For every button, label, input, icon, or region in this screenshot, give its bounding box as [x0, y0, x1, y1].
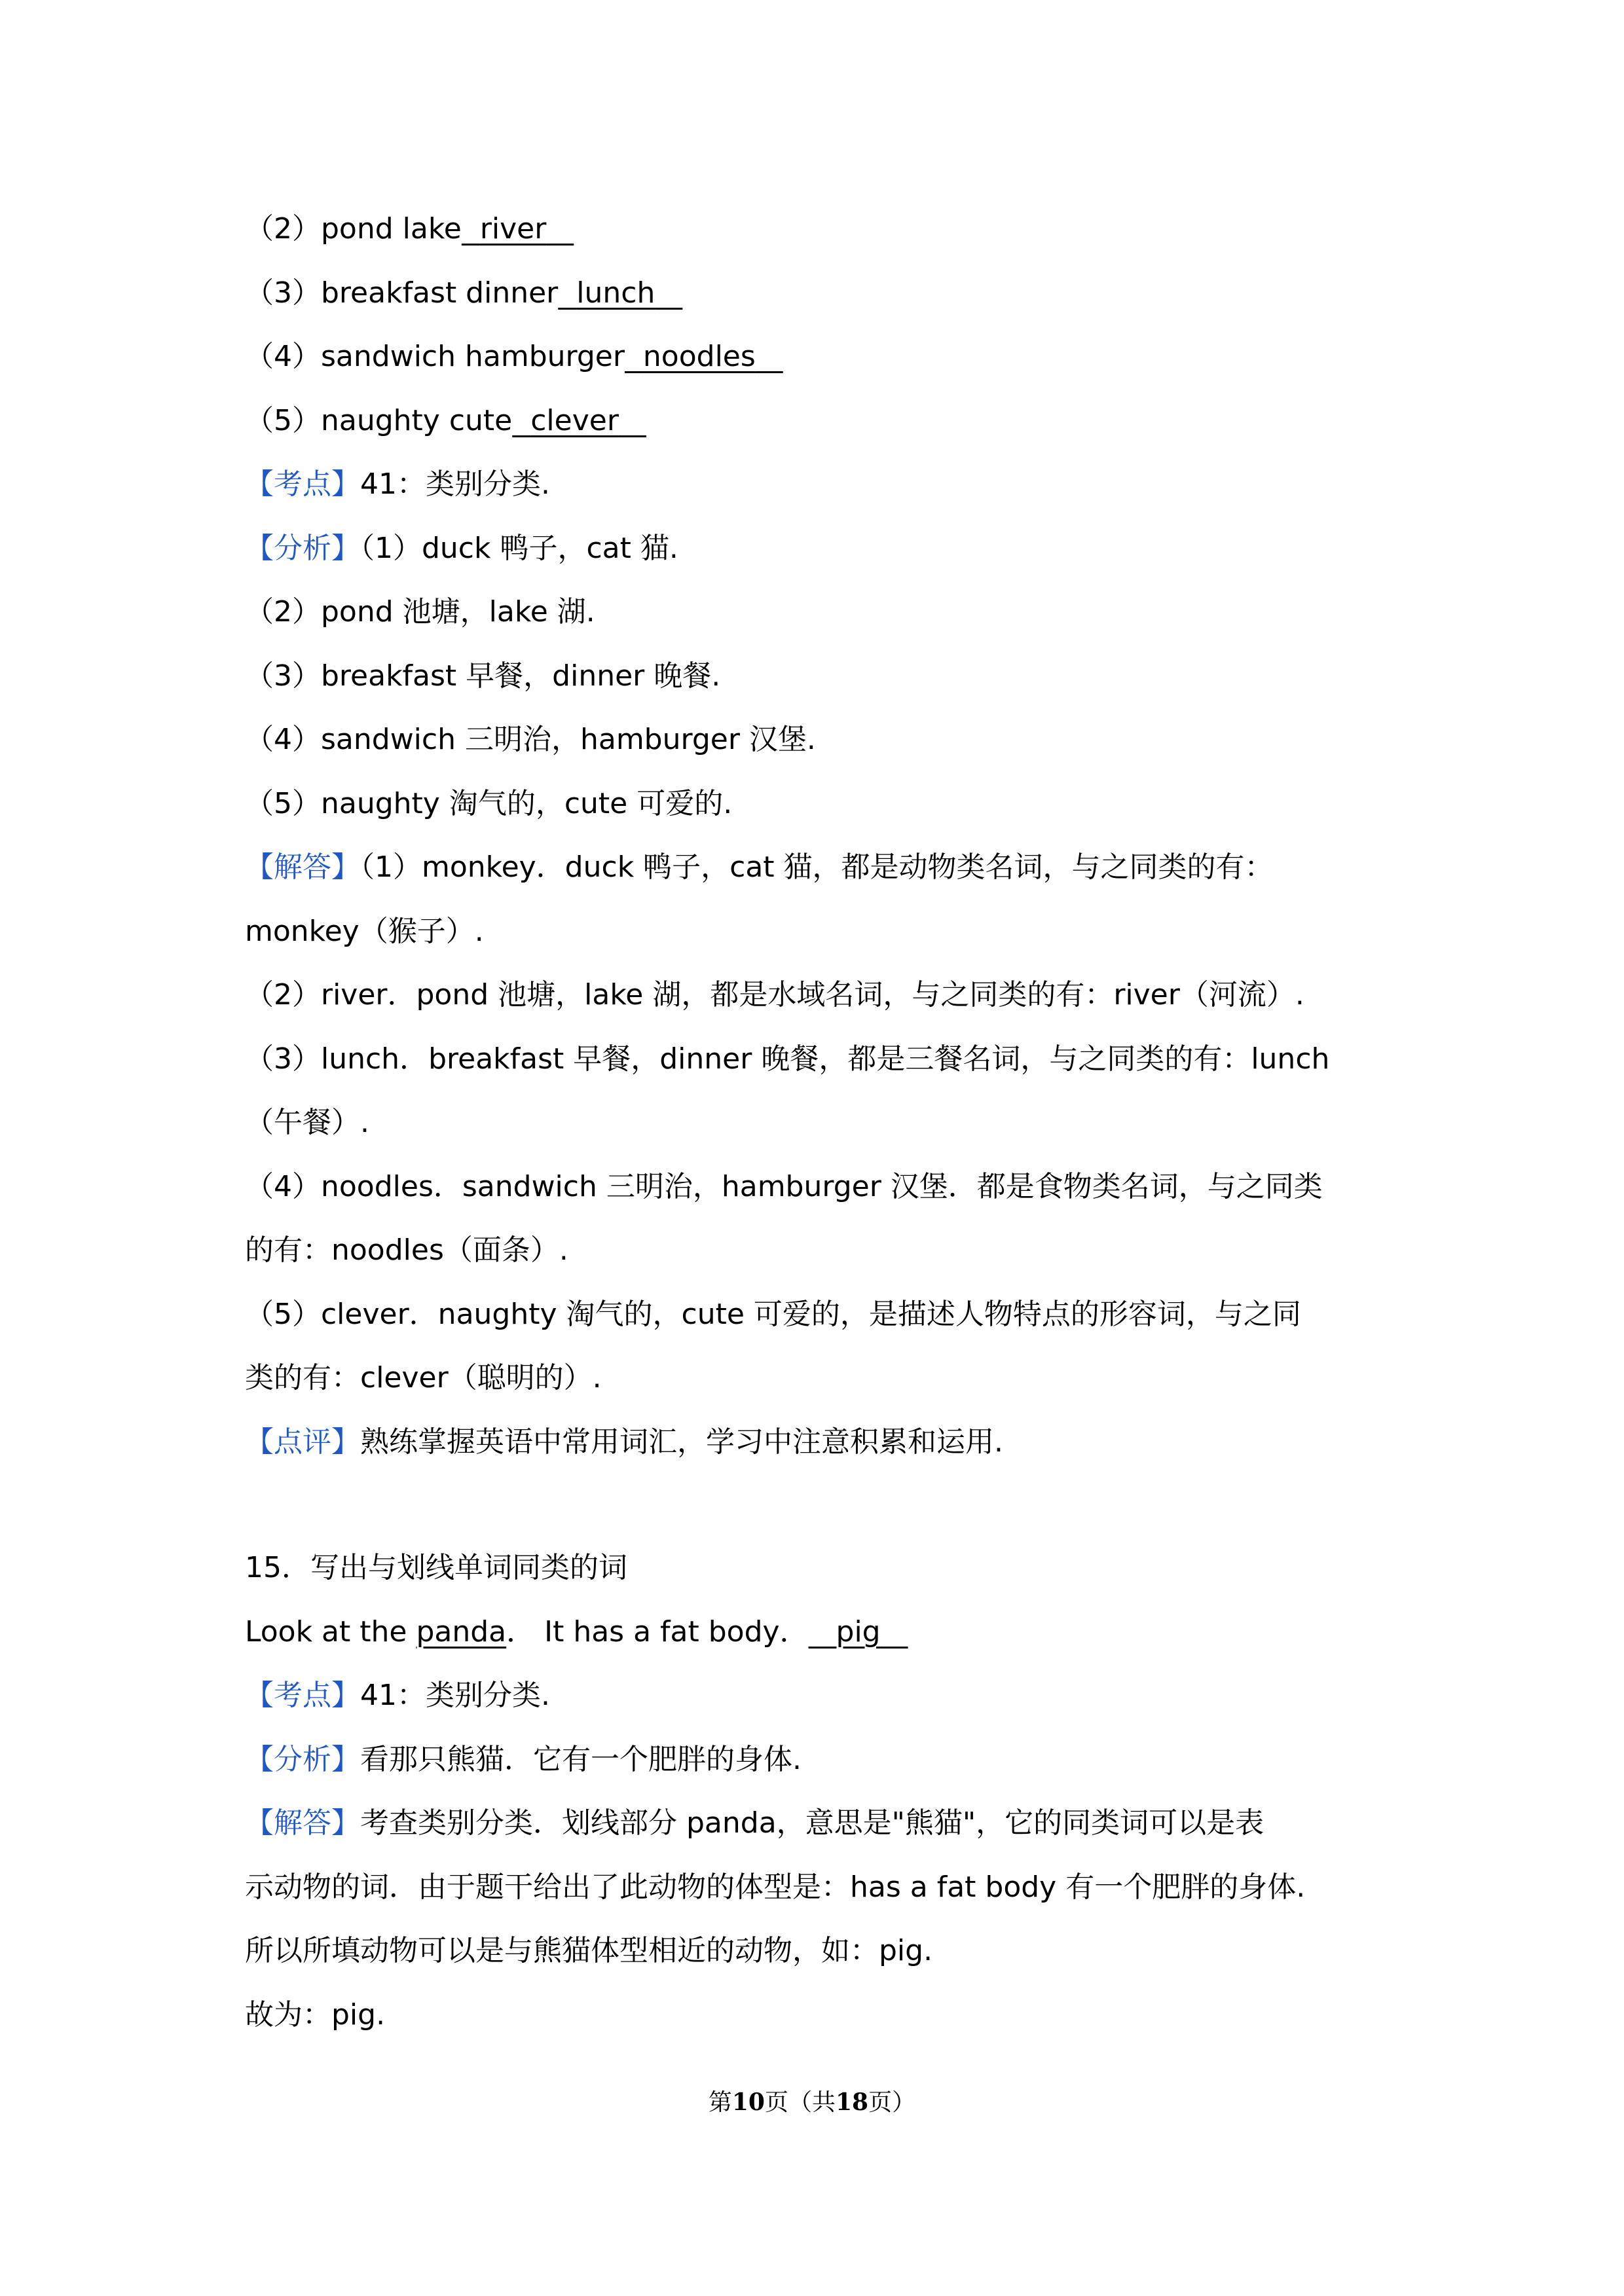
- question-line-3: [245, 274, 682, 313]
- item-number: （3）: [245, 276, 321, 310]
- jieda-line-15-3: 所以所填动物可以是与熊猫体型相近的动物，如：pig.: [245, 1934, 933, 1967]
- kaodian-line: [245, 465, 550, 504]
- jieda-line-6: （4）noodles．sandwich 三明治，hamburger 汉堡．都是食物类名词，与之同类: [245, 1170, 1323, 1203]
- jieda-line-5: （午餐）.: [245, 1106, 369, 1139]
- answer-blank: pig: [836, 1615, 881, 1649]
- jieda-text: 考查类别分类．划线部分 panda，意思是"熊猫"，它的同类词可以是表: [360, 1806, 1264, 1840]
- jieda-line-4: （3）lunch．breakfast 早餐，dinner 晚餐，都是三餐名词，与之同类的有：lunch: [245, 1042, 1330, 1076]
- kaodian-tag: 【考点】: [245, 467, 360, 501]
- fenxi-line-15: [245, 1740, 802, 1779]
- item-words: naughty cute: [321, 404, 513, 437]
- fenxi-line-3: （3）breakfast 早餐，dinner 晚餐.: [245, 659, 721, 693]
- jieda-line-8: （5）clever．naughty 淘气的，cute 可爱的，是描述人物特点的形容词，与之同: [245, 1298, 1301, 1331]
- answer-blank: clever: [530, 404, 619, 437]
- item-number: （2）: [245, 212, 321, 246]
- fenxi-text: 看那只熊猫．它有一个肥胖的身体.: [360, 1743, 802, 1776]
- kaodian-line-15: [245, 1676, 550, 1715]
- question-line-2: [245, 210, 574, 249]
- question-line-4: [245, 337, 783, 376]
- item-words: sandwich hamburger: [321, 340, 625, 373]
- question-15-stem: Look at the panda． It has a fat body． pig: [245, 1613, 908, 1652]
- jieda-line-15-2: 示动物的词．由于题干给出了此动物的体型是：has a fat body 有一个肥胖的身体.: [245, 1870, 1306, 1904]
- answer-blank: river: [479, 212, 547, 246]
- jieda-line-15-1: [245, 1804, 1264, 1843]
- fenxi-line-5: （5）naughty 淘气的，cute 可爱的.: [245, 787, 733, 820]
- item-words: breakfast dinner: [321, 276, 559, 310]
- jieda-line-7: 的有：noodles（面条）.: [245, 1233, 568, 1267]
- answer-blank: noodles: [642, 340, 756, 373]
- kaodian-text: 41：类别分类.: [360, 1679, 550, 1712]
- jieda-line-3: （2）river．pond 池塘，lake 湖，都是水域名词，与之同类的有：river（河流）.: [245, 978, 1304, 1011]
- jieda-line-9: 类的有：clever（聪明的）.: [245, 1361, 602, 1394]
- underlined-word: panda: [416, 1615, 507, 1649]
- jieda-tag: 【解答】: [245, 850, 360, 884]
- kaodian-text: 41：类别分类.: [360, 467, 550, 501]
- page-footer: 第10页（共18页）: [708, 2088, 916, 2116]
- item-number: （5）: [245, 404, 321, 437]
- question-15-title: 15．写出与划线单词同类的词: [245, 1551, 627, 1584]
- item-number: （4）: [245, 340, 321, 373]
- jieda-text: （1）monkey．duck 鸭子，cat 猫，都是动物类名词，与之同类的有：: [360, 850, 1274, 884]
- dianping-tag: 【点评】: [245, 1425, 360, 1459]
- fenxi-line-4: （4）sandwich 三明治，hamburger 汉堡.: [245, 723, 816, 756]
- fenxi-text: （1）duck 鸭子，cat 猫.: [360, 532, 678, 565]
- total-pages: 18: [836, 2088, 869, 2116]
- answer-blank: lunch: [576, 276, 655, 310]
- dianping-text: 熟练掌握英语中常用词汇，学习中注意积累和运用.: [360, 1425, 1003, 1459]
- fenxi-line-1: [245, 529, 678, 568]
- page-number: 10: [731, 2088, 765, 2116]
- fenxi-tag: 【分析】: [245, 1743, 360, 1776]
- question-line-5: [245, 401, 646, 441]
- dianping-line: [245, 1423, 1003, 1462]
- jieda-line-1: [245, 848, 1274, 887]
- jieda-line-15-4: 故为：pig.: [245, 1998, 386, 2032]
- fenxi-tag: 【分析】: [245, 532, 360, 565]
- jieda-line-2: monkey（猴子）.: [245, 915, 484, 948]
- fenxi-line-2: （2）pond 池塘，lake 湖.: [245, 595, 595, 629]
- item-words: pond lake: [321, 212, 462, 246]
- jieda-tag: 【解答】: [245, 1806, 360, 1840]
- kaodian-tag: 【考点】: [245, 1679, 360, 1712]
